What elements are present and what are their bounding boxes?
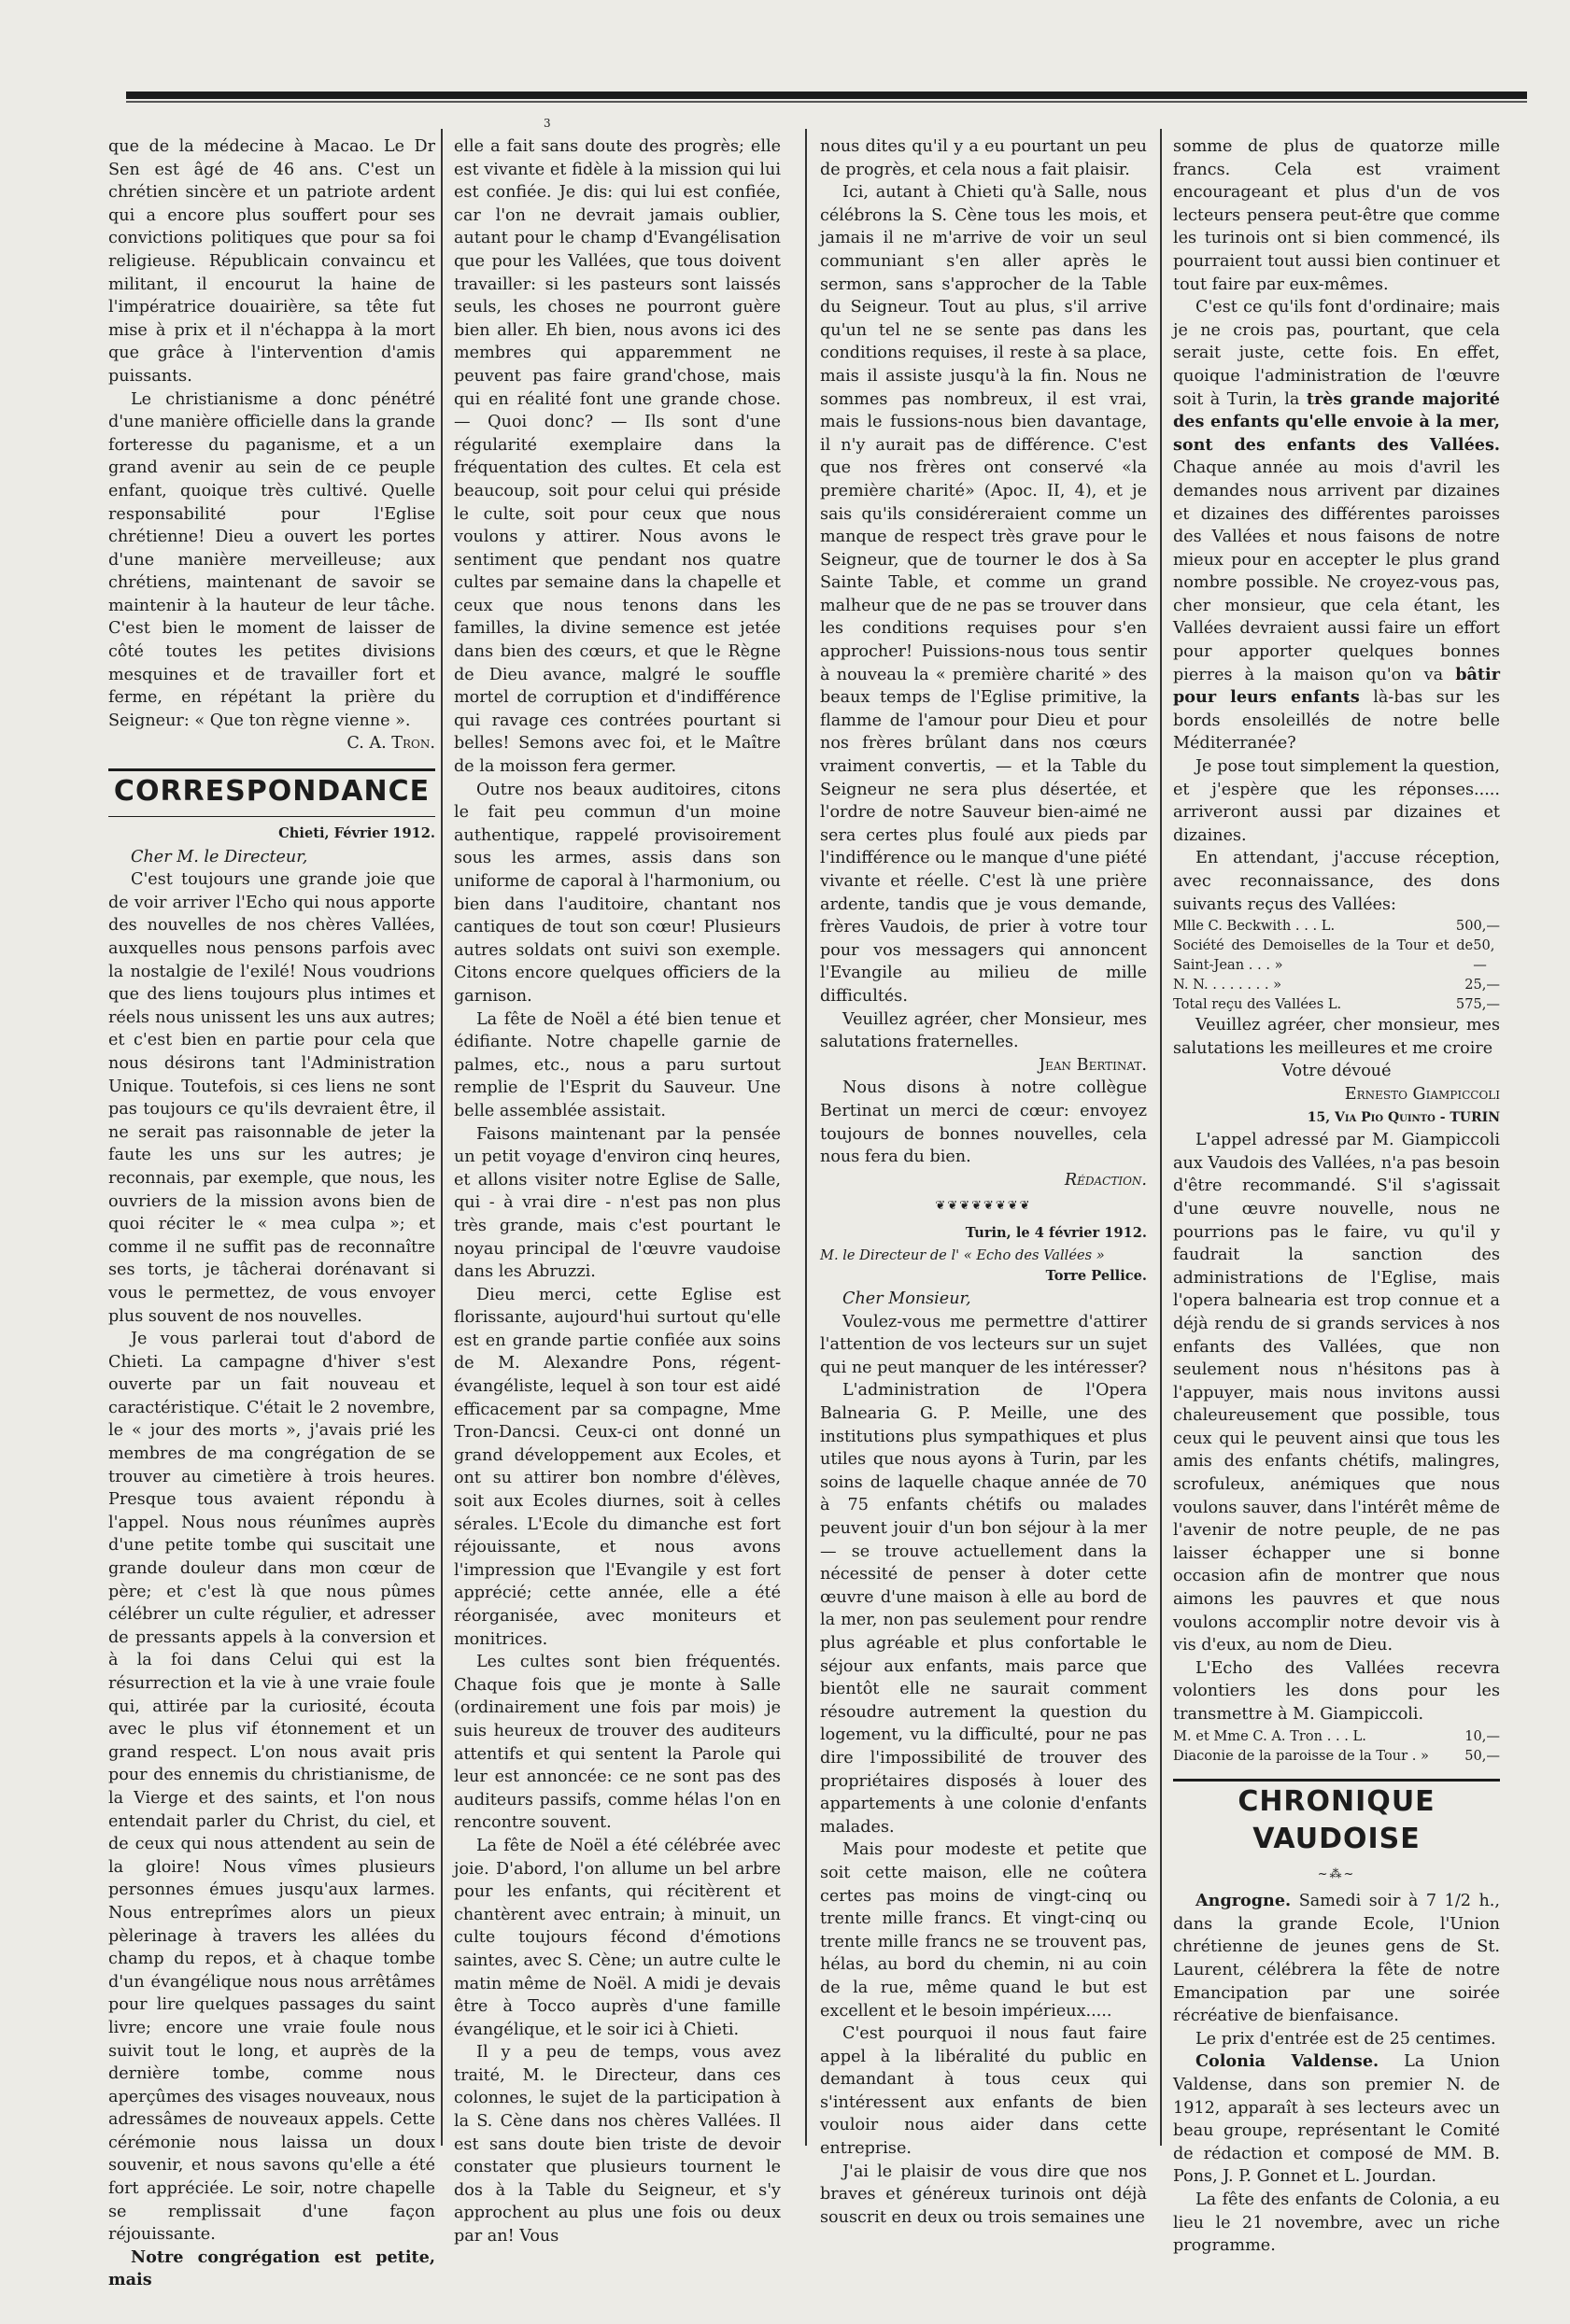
page-number: 3 (544, 117, 551, 130)
donation-row (1173, 916, 1500, 936)
letter-paragraph: Veuillez agréer, cher Monsieur, mes salutations fraternelles. (820, 1009, 1147, 1052)
column-1 (108, 135, 435, 2290)
donor-name: Mlle C. Beckwith . . . L. (1173, 918, 1336, 935)
ornament-divider: ❦❦❦❦❦❦❦❦ (935, 1199, 1032, 1214)
text-run: C'est ce qu'ils font d'ordinaire; mais je ne crois pas, pourtant, que cela serait juste, cette fois. En effet, quoique l'administration de l'œuvre soit à Turin, la (1173, 298, 1500, 409)
letter-paragraph: J'ai le plaisir de vous dire que nos braves et généreux turinois ont déjà souscrit en deux ou trois semaines une (820, 2162, 1147, 2227)
letter-paragraph: La fête de Noël a été bien tenue et édifiante. Notre chapelle garnie de palmes, etc., nous a paru surtout remplie de l'Esprit du Sauveur. Une belle assemblée assistait. (454, 1009, 781, 1120)
chronicle-paragraph: Le prix d'entrée est de 25 centimes. (1195, 2029, 1496, 2049)
section-rule (1173, 1779, 1500, 1782)
letter-paragraph: Mais pour modeste et petite que soit cette maison, elle ne coûtera certes pas moins de vingt-cinq ou trente mille francs. Et vingt-cinq ou trente mille francs ne se trouvent pas, hélas, au bord du chemin, ni au coin de la rue, même quand le but est excellent et le besoin impérieux..... (820, 1840, 1147, 2021)
column-4 (1173, 135, 1500, 2256)
total-label: Total reçu des Vallées L. (1173, 996, 1342, 1013)
letter-dateline: Chieti, Février 1912. (278, 825, 435, 842)
editor-note: Nous disons à notre collègue Bertinat un merci de cœur: envoyez toujours de bonnes nouvelles, cela nous fera du bien. (820, 1078, 1147, 1167)
editor-note: L'appel adressé par M. Giampiccoli aux Vaudois des Vallées, n'a pas besoin d'être recommandé. S'il s'agissait d'une œuvre nouvelle, nous ne pourrions pas le faire, vu qu'il y faudrait la sanction des administrations de l'Eglise, mais l'opera balnearia est trop connue et a déjà rendu de si grands services à nos enfants des Vallées, que non seulement nous n'hésitons pas à l'appuyer, mais nous invitons aussi chaleureusement que possible, tous ceux qui le peuvent ainsi que tous les amis des enfants chétifs, malingres, scrofuleux, anémiques que nous voulons sauver, dans l'intérêt même de l'avenir de notre peuple, de ne pas laisser échapper une si bonne occasion afin de montrer que nous aimons les pauvres et que nous voulons accomplir notre devoir vis à vis d'eux, au nom de Dieu. (1173, 1131, 1500, 1655)
letter-salutation: Cher M. le Directeur, (131, 847, 308, 866)
letter-signature: Jean Bertinat. (1039, 1055, 1147, 1075)
total-amount: 575,— (1455, 996, 1500, 1013)
column-divider (1160, 129, 1162, 2146)
column-divider (441, 129, 443, 2146)
text-run: là-bas sur les bords ensoleillés de notre belle Méditerranée? (1173, 688, 1500, 754)
section-heading: CHRONIQUE VAUDOISE (1238, 1784, 1436, 1855)
chronicle-paragraph (1173, 2050, 1500, 2189)
editor-note: L'Echo des Vallées recevra volontiers les dons pour les transmettre à M. Giampiccoli. (1173, 1658, 1500, 1724)
letter-paragraph: Dieu merci, cette Eglise est florissante, aujourd'hui surtout qu'elle est en grande partie confiée aux soins de M. Alexandre Pons, régent-évangéliste, lequel à son tour est aidé efficacement par sa compagne, Mme Tron-Dancsi. Ceux-ci ont donné un grand développement aux Ecoles, et ont su attirer bon nombre d'élèves, soit aux Ecoles diurnes, soit à celles sérales. L'Ecole du dimanche est fort réjouissante, et nous avons l'impression que l'Evangile y est fort apprécié; cette année, elle a été réorganisée, avec moniteurs et monitrices. (454, 1285, 781, 1649)
ornament-flourish: ~⁂~ (1317, 1866, 1356, 1881)
donation-amount: 50,— (1464, 1747, 1500, 1764)
letter-place: Torre Pellice. (1045, 1267, 1147, 1284)
letter-paragraph: Il y a peu de temps, vous avez traité, M. le Directeur, dans ces colonnes, le sujet de la participation à la S. Cène dans nos chères Vallées. Il est sans doute bien triste de devoir constater que plusieurs tournent le dos à la Table du Seigneur, et s'y approchent au plus une fois ou deux par an! Vous (454, 2043, 781, 2247)
place-name: Angrogne. (1195, 1891, 1292, 1911)
section-heading: CORRESPONDANCE (113, 775, 431, 809)
donation-row (1173, 1726, 1500, 1746)
donation-row (1173, 936, 1500, 975)
letter-salutation: Cher Monsieur, (842, 1289, 971, 1309)
letter-paragraph (1173, 296, 1500, 755)
donation-amount: 10,— (1464, 1727, 1500, 1744)
letter-signature: Ernesto Giampiccoli (1344, 1084, 1500, 1104)
text-run: Chaque année au mois d'avril les demandes nous arrivent par dizaines et dizaines des différentes paroisses des Vallées et nous faisons de notre mieux pour en accepter le plus grand nombre possible. Ne croyez-vous pas, cher monsieur, que cela étant, les Vallées devraient aussi faire un effort pour apporter quelques bonnes pierres à la maison qu'on va (1173, 458, 1500, 684)
letter-paragraph: L'administration de l'Opera Balnearia G. P. Meille, une des institutions plus sympathiques et plus utiles que nous ayons à Turin, par les soins de laquelle chaque année de 70 à 75 enfants chétifs ou malades peuvent jouir d'un bon séjour à la mer — se trouve actuellement dans la nécessité de penser à doter cette œuvre d'une maison à elle au bord de la mer, non pas seulement pour rendre plus agréable et plus confortable le séjour aux enfants, mais parce que bientôt elle ne saurait comment résoudre autrement la question du logement, vu la difficulté, pour ne pas dire l'impossibilité de trouver des propriétaires disposés à louer des appartements à une colonie d'enfants malades. (820, 1381, 1147, 1837)
letter-paragraph: somme de plus de quatorze mille francs. Cela est vraiment encourageant et plus d'un de vos lecteurs pensera peut-être que comme les turinois ont si bien commencé, ils pourraient tout aussi bien continuer et tout faire par eux-mêmes. (1173, 137, 1500, 294)
donation-amount: 50,— (1473, 937, 1495, 974)
top-rule (126, 92, 1527, 99)
letter-paragraph: Les cultes sont bien fréquentés. Chaque fois que je monte à Salle (ordinairement une fois par mois) je suis heureux de trouver des auditeurs attentifs et qui sentent la Parole qui leur est annoncée: ce ne sont pas des auditeurs passifs, comme hélas l'on en rencontre souvent. (454, 1653, 781, 1833)
letter-addressee: M. le Directeur de l' « Echo des Vallées » (820, 1247, 1105, 1263)
column-2 (454, 135, 781, 2247)
donation-amount: 500,— (1455, 918, 1500, 935)
emphasis-text: bâtir pour leurs enfants (1173, 664, 1500, 708)
text-run: La Union Valdense, dans son premier N. de 1912, apparaît à ses lecteurs avec un beau groupe, représentant le Comité de rédaction et composé de MM. B. Pons, J. P. Gonnet et L. Jourdan. (1173, 2052, 1500, 2187)
donor-name: Société des Demoiselles de la Tour et de Saint-Jean . . . » (1173, 937, 1474, 974)
column-3 (820, 135, 1147, 2227)
donor-name: M. et Mme C. A. Tron . . . L. (1173, 1727, 1366, 1744)
letter-paragraph: Veuillez agréer, cher monsieur, mes salutations les meilleures et me croire (1173, 1016, 1500, 1058)
letter-paragraph: En attendant, j'accuse réception, avec reconnaissance, des dons suivants reçus des Vallées: (1173, 849, 1500, 914)
letter-paragraph: nous dites qu'il y a eu pourtant un peu de progrès, et cela nous a fait plaisir. (820, 137, 1147, 179)
letter-paragraph: Je pose tout simplement la question, et j'espère que les réponses..... arriveront aussi par dizaines et dizaines. (1173, 757, 1500, 845)
letter-address: 15, Via Pio Quinto - TURIN (1307, 1109, 1500, 1125)
article-paragraph: Le christianisme a donc pénétré d'une manière officielle dans la grande forteresse du paganisme, et a un grand avenir au sein de ce peuple enfant, quoique très cultivé. Quelle responsabilité pour l'Eglise chrétienne! Dieu a ouvert les portes d'une manière merveilleuse; aux chrétiens, maintenant de savoir se maintenir à la hauteur de leur tâche. C'est bien le moment de laisser de côté toutes les petites divisions mesquines et de travailler fort et ferme, en répétant la prière du Seigneur: « Que ton règne vienne ». (108, 389, 435, 730)
letter-paragraph: Outre nos beaux auditoires, citons le fait peu commun d'un moine authentique, rappelé provisoirement sous les armes, assis dans son uniforme de caporal à l'harmonium, ou bien dans l'auditoire, chantant nos cantiques de tout son cœur! Plusieurs autres soldats ont suivi son exemple. Citons encore quelques officiers de la garnison. (454, 780, 781, 1006)
letter-closing: Votre dévoué (1281, 1062, 1392, 1081)
donor-name: N. N. . . . . . . . » (1173, 977, 1282, 993)
letter-paragraph: Je vous parlerai tout d'abord de Chieti. La campagne d'hiver s'est ouverte par un fait nouveau et caractéristique. C'était le 2 novembre, le « jour des morts », j'avais prié les membres de ma congrégation de se trouver au cimetière à trois heures. Presque tous avaient répondu à l'appel. Nous nous réunîmes auprès d'une petite tombe qui suscitait une grande douleur dans mon cœur de père; et c'est là que nous pûmes célébrer un culte régulier, et adresser de pressants appels à la conversion et à la foi dans Celui qui est la résurrection et la vie à une vraie foule qui, attirée par la curiosité, écouta avec le plus vif étonnement et un grand respect. L'on nous avait pris pour des ennemis du christianisme, de la Vierge et des saints, et l'on nous entendait parler du Christ, du ciel, et de ceux qui nous attendent au sein de la gloire! Nous vîmes plusieurs personnes émues jusqu'aux larmes. Nous entreprîmes alors un pieux pèlerinage à travers les allées du champ du repos, et à chaque tombe d'un évangélique nous nous arrêtâmes pour lire quelques passages du saint livre; encore une vraie foule nous suivit tout le long, et auprès de la dernière tombe, comme nous aperçûmes des visages nouveaux, nous adressâmes de nouveaux appels. Cette cérémonie nous laissa un doux souvenir, et nous savons qu'elle a été fort appréciée. Le soir, notre chapelle se remplissait d'une façon réjouissante. (108, 1330, 435, 2245)
letter-paragraph: Notre congrégation est petite, mais (108, 2247, 435, 2290)
donation-row (1173, 975, 1500, 994)
letter-dateline: Turin, le 4 février 1912. (965, 1224, 1147, 1241)
emphasis-text: très grande majorité des enfants qu'elle envoie à la mer, sont des enfants des Vallées. (1173, 388, 1500, 455)
letter-paragraph: Faisons maintenant par la pensée un petit voyage d'environ cinq heures, et allons visiter notre Eglise de Salle, qui - à vrai dire - n'est pas non plus très grande, mais c'est pourtant le noyau principal de l'œuvre vaudoise dans les Abruzzi. (454, 1124, 781, 1282)
letter-paragraph: C'est pourquoi il nous faut faire appel à la libéralité du public en demandant à tous ceux qui s'intéressent aux enfants de bien vouloir nous aider dans cette entreprise. (820, 2024, 1147, 2159)
donation-row (1173, 1746, 1500, 1766)
article-paragraph: que de la médecine à Macao. Le Dr Sen est âgé de 46 ans. C'est un chrétien sincère et un patriote ardent qui a encore plus souffert pour ses convictions politiques que pour sa foi religieuse. Républicain convaincu et militant, il encourut la haine de l'impératrice douairière, sa tête fut mise à prix et il n'échappa à la mort que grâce à l'intervention d'amis puissants. (108, 137, 435, 386)
section-rule (108, 768, 435, 771)
letter-paragraph: La fête de Noël a été célébrée avec joie. D'abord, l'on allume un bel arbre pour les enfants, qui récitèrent et chantèrent avec entrain; à minuit, un culte toujours fécond d'émotions saintes, avec S. Cène; un autre culte le matin même de Noël. A midi je devais être à Tocco auprès d'une famille évangélique, et le soir ici à Chieti. (454, 1836, 781, 2039)
letter-paragraph: C'est toujours une grande joie que de voir arriver l'Echo qui nous apporte des nouvelles de nos chères Vallées, auxquelles nous pensons parfois avec la nostalgie de l'exilé! Nous voudrions que des liens toujours plus intimes et réels nous unissent les uns aux autres; et c'est bien en partie pour cela que nous désirons tant l'Administration Unique. Toutefois, si ces liens ne sont pas toujours ce qu'ils devraient être, il ne serait pas raisonnable de jeter la faute les uns sur les autres; je reconnais, par exemple, que nous, les ouvriers de la mission avons bien de quoi réciter le « mea culpa »; et comme il ne suffit pas de reconnaître ses torts, je tâcherai dorénavant si vous le permettez, de vous envoyer plus souvent de nos nouvelles. (108, 870, 435, 1326)
chronicle-paragraph: La fête des enfants de Colonia, a eu lieu le 21 novembre, avec un riche programme. (1173, 2190, 1500, 2256)
chronicle-paragraph (1173, 1890, 1500, 2028)
text-run: Samedi soir à 7 1/2 h., dans la grande Ecole, l'Union chrétienne de jeunes gens de St. Laurent, célébrera la fête de notre Emancipation par une soirée récréative de bienfaisance. (1173, 1892, 1500, 2026)
donation-total (1173, 994, 1500, 1014)
article-signature: C. A. Tron. (347, 734, 435, 754)
top-rule-thin (126, 101, 1527, 103)
donation-amount: 25,— (1464, 977, 1500, 993)
section-rule-thin (108, 816, 435, 817)
letter-paragraph: Voulez-vous me permettre d'attirer l'attention de vos lecteurs sur un sujet qui ne peut manquer de les intéresser? (820, 1312, 1147, 1377)
place-name: Colonia Valdense. (1195, 2051, 1379, 2072)
editor-signature: Rédaction. (1064, 1170, 1147, 1190)
letter-paragraph: Ici, autant à Chieti qu'à Salle, nous célébrons la S. Cène tous les mois, et jamais il ne m'arrive de voir un seul communiant s'en aller après le sermon, sans s'approcher de la Table du Seigneur. Tout au plus, s'il arrive qu'un tel ne se sente pas dans les conditions requises, il reste à sa place, mais il assiste jusqu'à la fin. Nous ne sommes pas nombreux, il est vrai, mais le fussions-nous bien davantage, il n'y aurait pas de différence. C'est que nos frères ont conservé «la première charité» (Apoc. II, 4), et je sais qu'ils considéreraient comme un manque de respect très grave pour le Seigneur, que de tourner le dos à Sa Sainte Table, et comme un grand malheur que de ne pas se trouver dans les conditions requises pour s'en approcher! Puissions-nous tous sentir à nouveau la « première charité » des beaux temps de l'Eglise primitive, la flamme de l'amour pour Dieu et pour nos frères brûlant dans nos cœurs vraiment convertis, — et la Table du Seigneur ne sera plus désertée, et l'ordre de notre Sauveur bien-aimé ne sera certes plus foulé aux pieds par l'indifférence ou le manque d'une piété vivante et réelle. C'est là une prière ardente, tandis que je vous demande, frères Vaudois, de prier à votre tour pour vos messagers qui annoncent l'Evangile au milieu de mille difficultés. (820, 183, 1147, 1006)
letter-paragraph: elle a fait sans doute des progrès; elle est vivante et fidèle à la mission qui lui est confiée. Je dis: qui lui est confiée, car l'on ne devrait jamais oublier, autant pour le champ d'Evangélisation que pour les Vallées, que tous doivent travailler: si les pasteurs sont laissés seuls, les choses ne pourront guère bien aller. Eh bien, nous avons ici des membres qui apparemment ne peuvent pas faire grand'chose, mais qui en réalité font une grande chose. — Quoi donc? — Ils sont d'une régularité exemplaire dans la fréquentation des cultes. Et cela est beaucoup, soit pour celui qui préside le culte, soit pour ceux que nous voulons y attirer. Nous avons le sentiment que pendant nos quatre cultes par semaine dans la chapelle et ceux que nous tenons dans les familles, la divine semence est jetée dans bien des cœurs, et que le Règne de Dieu avance, malgré le souffle mortel de corruption et d'indifférence qui ravage ces contrées pourtant si belles! Semons avec foi, et le Maître de la moisson fera germer. (454, 137, 781, 777)
column-divider (805, 129, 807, 2146)
donor-name: Diaconie de la paroisse de la Tour . » (1173, 1747, 1429, 1764)
